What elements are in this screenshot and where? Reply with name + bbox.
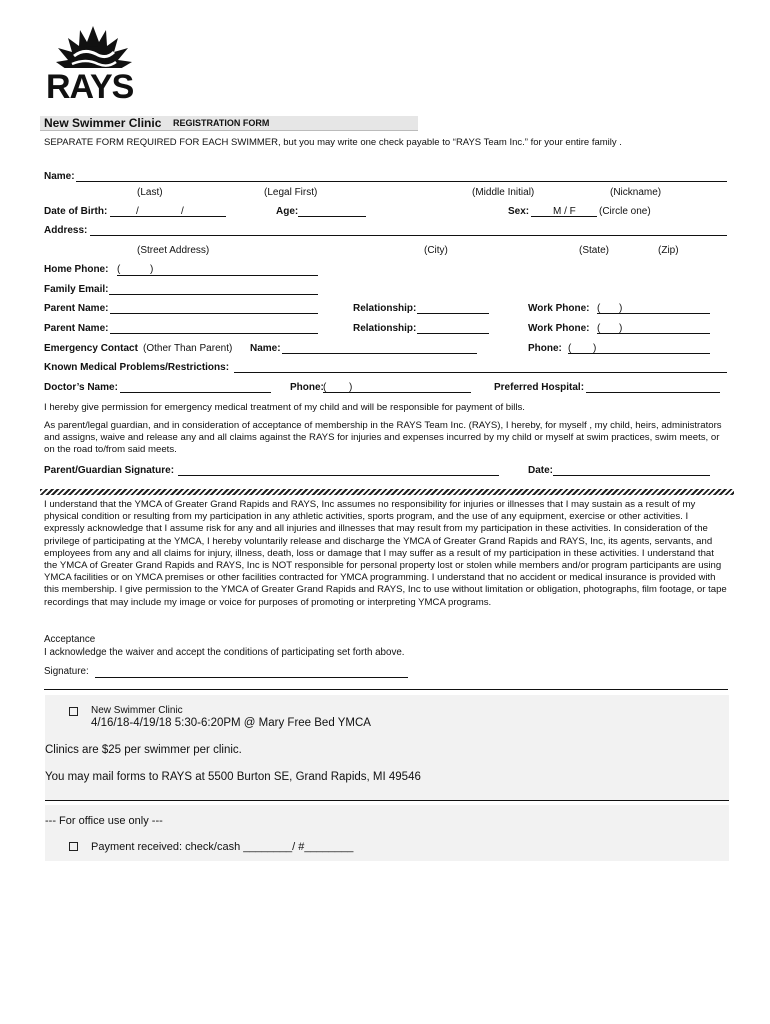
permission-text: I hereby give permission for emergency medical treatment of my child and will be responsible for payment of bills. [44, 402, 525, 413]
name-hint-nickname: (Nickname) [610, 187, 662, 198]
name-field[interactable] [76, 181, 727, 182]
hospital-label: Preferred Hospital: [494, 382, 585, 393]
doctor-phone-paren-close: ) [349, 382, 353, 393]
emergency-phone-paren-close: ) [593, 343, 597, 354]
home-phone-paren-close: ) [150, 264, 154, 275]
date-field[interactable] [553, 475, 710, 476]
date-label: Date: [528, 465, 554, 476]
clinic-checkbox[interactable] [69, 707, 78, 716]
relationship-field-2[interactable] [417, 333, 489, 334]
work-phone-paren-close-2: ) [619, 323, 623, 334]
parent-name-label-1: Parent Name: [44, 303, 109, 314]
form-title: New Swimmer Clinic [44, 116, 162, 130]
address-hint-street: (Street Address) [137, 245, 210, 256]
address-hint-city: (City) [424, 245, 448, 256]
waiver-signature-field[interactable] [95, 677, 408, 678]
family-email-label: Family Email: [44, 284, 109, 295]
hospital-field[interactable] [586, 392, 720, 393]
guardian-signature-field[interactable] [178, 475, 499, 476]
guardian-signature-label: Parent/Guardian Signature: [44, 465, 175, 476]
parent-name-label-2: Parent Name: [44, 323, 109, 334]
payment-text: Payment received: check/cash ________/ #________ [91, 841, 354, 853]
clinic-rule [45, 800, 729, 801]
clinic-mail: You may mail forms to RAYS at 5500 Burton SE, Grand Rapids, MI 49546 [45, 771, 421, 783]
work-phone-paren-close-1: ) [619, 303, 623, 314]
dob-sep-1: / [136, 206, 139, 217]
emergency-name-field[interactable] [282, 353, 477, 354]
name-hint-middle: (Middle Initial) [472, 187, 535, 198]
name-label: Name: [44, 171, 75, 182]
emergency-name-label: Name: [250, 343, 281, 354]
clinic-option-label: New Swimmer Clinic [91, 705, 183, 716]
address-hint-zip: (Zip) [658, 245, 679, 256]
office-box [45, 805, 729, 861]
home-phone-field[interactable] [117, 275, 318, 276]
clinic-price: Clinics are $25 per swimmer per clinic. [45, 744, 242, 756]
form-title-bar [40, 116, 418, 131]
emergency-phone-field[interactable] [568, 353, 710, 354]
clinic-option-dates: 4/16/18-4/19/18 5:30-6:20PM @ Mary Free Bed YMCA [91, 717, 371, 729]
emergency-label: Emergency Contact [44, 343, 138, 354]
waiver-text: I understand that the YMCA of Greater Grand Rapids and RAYS, Inc assumes no responsibility for injuries or illnesses that I may sustain as a result of my physical condition or resulting from my participation in any athletic activities, sports program, and the use of any equipment, exercise or other activities. I expressly acknowledge that I assume risk for any and all injuries and illnesses that may result from my participation in these activities. In consideration of the privilege of participating at the YMCA, I hereby voluntarily release and discharge the YMCA of Greater Grand Rapids and RAYS, Inc, its agents, servants, and employees from any and all claims for injury, illness, death, loss or damage that I may suffer as a result of my participation in these activities. I understand that the YMCA of Greater Grand Rapids and RAYS, Inc is NOT responsible for personal property lost or stolen while members and/or program participants are using YMCA facilities or on YMCA premises or other facilities contracted for YMCA programming. I understand that no accident or medical insurance is provided with this membership. I give permission to the YMCA of Greater Grand Rapids and RAYS, Inc to use without limitation or obligation, photographs, film footage, or tape recordings that may include my image or voice for purposes of promoting or interpreting YMCA programs. [44, 499, 727, 608]
work-phone-field-2[interactable] [597, 333, 710, 334]
work-phone-label-2: Work Phone: [528, 323, 590, 334]
emergency-hint: (Other Than Parent) [143, 343, 233, 354]
emergency-phone-paren-open: ( [568, 343, 572, 354]
doctor-phone-label: Phone: [290, 382, 324, 393]
form-title-sub: REGISTRATION FORM [173, 118, 270, 128]
relationship-label-2: Relationship: [353, 323, 417, 334]
medical-field[interactable] [234, 372, 727, 373]
office-title: --- For office use only --- [45, 815, 163, 827]
home-phone-label: Home Phone: [44, 264, 109, 275]
name-hint-first: (Legal First) [264, 187, 318, 198]
work-phone-paren-open-2: ( [597, 323, 601, 334]
dob-field[interactable] [110, 216, 226, 217]
address-field[interactable] [90, 235, 727, 236]
acceptance-text: I acknowledge the waiver and accept the conditions of participating set forth above. [44, 647, 405, 658]
doctor-phone-field[interactable] [323, 392, 471, 393]
dob-label: Date of Birth: [44, 206, 108, 217]
dob-sep-2: / [181, 206, 184, 217]
parent-name-field-2[interactable] [110, 333, 318, 334]
address-hint-state: (State) [579, 245, 610, 256]
age-label: Age: [276, 206, 299, 217]
family-email-field[interactable] [109, 294, 318, 295]
waiver-signature-label: Signature: [44, 666, 89, 677]
work-phone-label-1: Work Phone: [528, 303, 590, 314]
home-phone-paren-open: ( [117, 264, 121, 275]
medical-label: Known Medical Problems/Restrictions: [44, 362, 230, 373]
work-phone-field-1[interactable] [597, 313, 710, 314]
sex-label: Sex: [508, 206, 530, 217]
doctor-phone-paren-open: ( [323, 382, 327, 393]
relationship-label-1: Relationship: [353, 303, 417, 314]
form-subtitle: SEPARATE FORM REQUIRED FOR EACH SWIMMER, but you may write one check payable to “RAYS Team Inc.” for your entire family . [44, 137, 622, 148]
emergency-phone-label: Phone: [528, 343, 562, 354]
age-field[interactable] [298, 216, 366, 217]
sex-options[interactable]: M / F [553, 206, 576, 217]
doctor-label: Doctor’s Name: [44, 382, 118, 393]
relationship-field-1[interactable] [417, 313, 489, 314]
rays-logo [44, 24, 142, 104]
logo-text: RAYS [46, 68, 134, 106]
release-text: As parent/legal guardian, and in consideration of acceptance of membership in the RAYS Team Inc. (RAYS), I hereby, for myself , my child, heirs, administrators and assigns, waive and release any and all claims against the RAYS for injuries and expenses incurred by my child or myself at swim practices, swim meets, or on the road to/from said meets. [44, 420, 722, 456]
work-phone-paren-open-1: ( [597, 303, 601, 314]
section-rule [44, 689, 728, 690]
acceptance-title: Acceptance [44, 634, 96, 645]
clinic-box [45, 695, 729, 800]
doctor-field[interactable] [120, 392, 271, 393]
section-divider [40, 489, 734, 495]
parent-name-field-1[interactable] [110, 313, 318, 314]
name-hint-last: (Last) [137, 187, 163, 198]
payment-checkbox[interactable] [69, 842, 78, 851]
sex-hint: (Circle one) [599, 206, 651, 217]
address-label: Address: [44, 225, 88, 236]
